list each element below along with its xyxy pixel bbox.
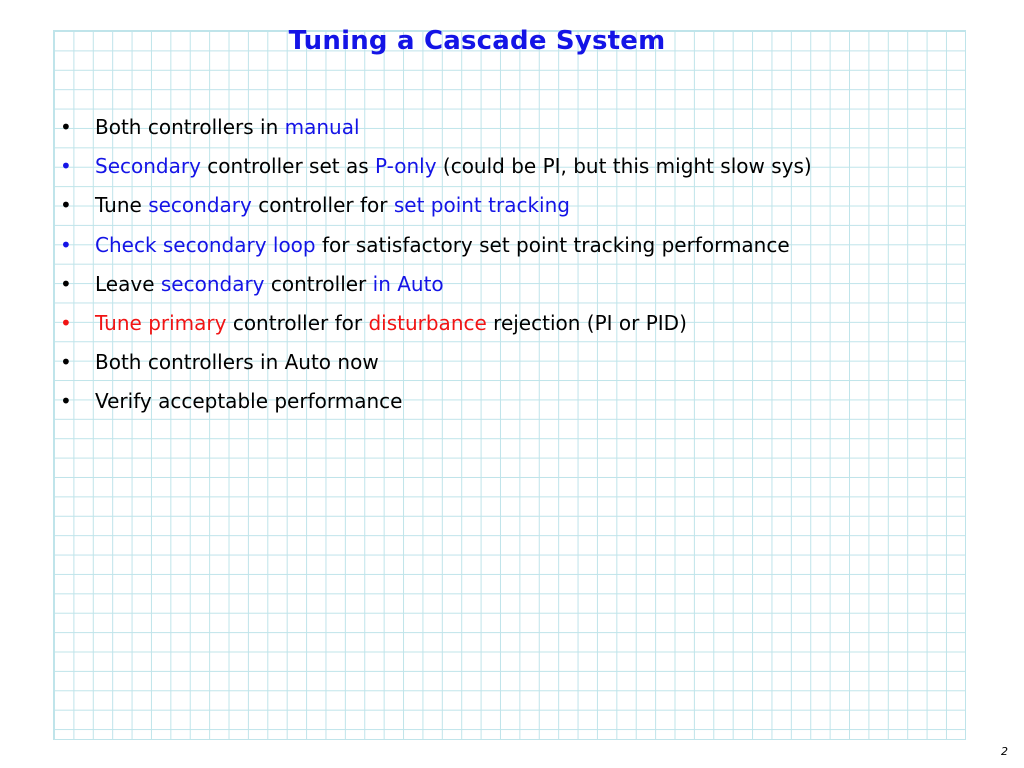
bullet-marker: • [60, 232, 72, 257]
highlight-text: secondary [160, 271, 265, 296]
highlight-text: in Auto [372, 271, 444, 296]
bullet-item-secondary-p-only [60, 147, 812, 186]
highlight-text: P-only [375, 154, 437, 179]
bullet-marker: • [60, 271, 72, 296]
bullet-item-verify [60, 382, 812, 421]
bullet-text: Both controllers in Auto now [95, 350, 379, 375]
bullet-item-check-secondary-loop [60, 226, 812, 265]
bullet-item-manual [60, 108, 812, 147]
bullet-marker: • [60, 154, 72, 179]
bullet-text: controller for [226, 311, 369, 336]
bullet-text: controller set as [200, 154, 376, 179]
bullet-marker: • [60, 115, 72, 139]
highlight-text: disturbance [368, 311, 487, 336]
bullet-text: Both controllers in [95, 115, 285, 139]
bullet-text: controller [264, 271, 373, 296]
highlight-text: Secondary [95, 154, 201, 179]
bullet-item-tune-primary [60, 304, 812, 343]
highlight-text: set point tracking [393, 193, 570, 218]
highlight-text: secondary [148, 193, 252, 218]
bullet-text: (could be PI, but this might slow sys) [436, 154, 812, 179]
bullet-text: for satisfactory set point tracking performance [315, 232, 790, 257]
bullet-text: rejection (PI or PID) [486, 311, 687, 336]
bullet-item-leave-secondary-auto [60, 265, 812, 304]
bullet-marker: • [60, 389, 72, 414]
page-number: 2 [1001, 745, 1008, 758]
bullet-item-tune-secondary [60, 186, 812, 225]
bullet-list [60, 108, 812, 422]
bullet-item-both-auto [60, 343, 812, 382]
highlight-text: manual [284, 115, 360, 139]
bullet-text: Tune [95, 193, 149, 218]
bullet-marker: • [60, 350, 72, 375]
bullet-marker: • [60, 193, 72, 218]
bullet-text: Verify acceptable performance [95, 389, 403, 414]
bullet-marker: • [60, 311, 72, 336]
slide-title: Tuning a Cascade System [288, 26, 666, 56]
bullet-text: controller for [251, 193, 394, 218]
bullet-text: Leave [95, 271, 161, 296]
highlight-text: Check secondary loop [95, 232, 316, 257]
highlight-text: Tune primary [95, 311, 227, 336]
